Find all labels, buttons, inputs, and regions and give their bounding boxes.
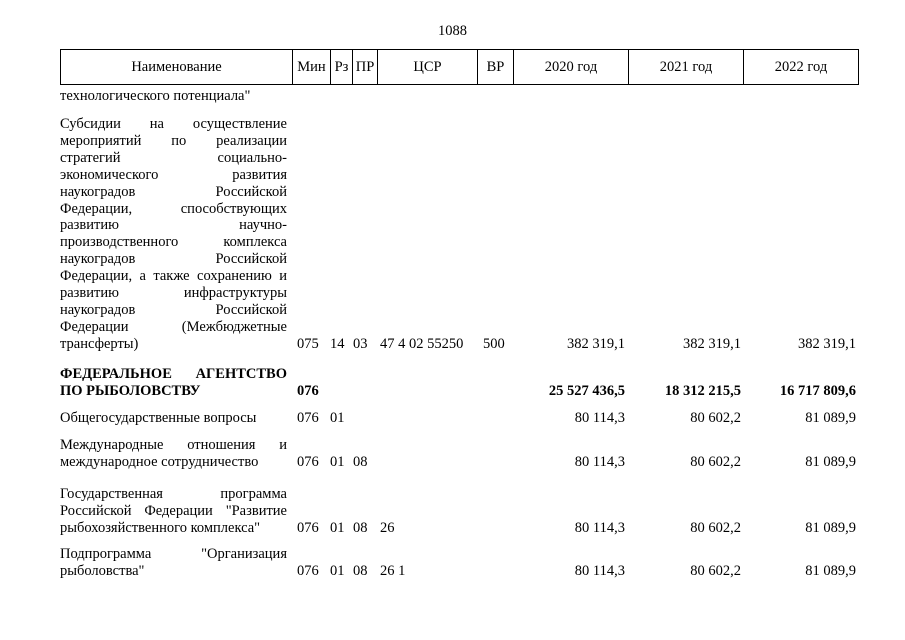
row-rz: 01: [330, 409, 345, 426]
header-rz: Рз: [331, 50, 353, 84]
row-name-line: производственного комплекса: [60, 234, 287, 251]
row-name: [60, 366, 287, 400]
header-2022: 2022 год: [774, 58, 828, 75]
row-y2020: 80 114,3: [574, 519, 625, 536]
row-rz: 14: [330, 335, 345, 352]
row-name-line: экономического развития: [60, 166, 287, 183]
row-pr: 03: [353, 335, 368, 352]
row-csr: 26: [380, 519, 395, 536]
row-name-line: Федерации, способствующих: [60, 200, 287, 217]
row-name-line: ПО РЫБОЛОВСТВУ: [60, 382, 201, 399]
row-name-line: Государственная программа: [60, 486, 287, 502]
row-min: 076: [297, 453, 319, 470]
header-pr: ПР: [353, 50, 378, 84]
row-rz: 01: [330, 562, 345, 579]
row-min: 076: [297, 519, 319, 536]
header-2020: 2020 год: [514, 50, 629, 84]
table-row: [60, 437, 856, 471]
row-name: [60, 410, 287, 427]
header-csr: ЦСР: [378, 50, 478, 84]
row-name-line: развитию инфраструктуры: [60, 285, 287, 302]
row-y2022: 81 089,9: [805, 453, 856, 470]
row-y2021: 382 319,1: [683, 335, 741, 352]
row-name-line: технологического потенциала": [60, 88, 251, 104]
row-min: 076: [297, 562, 319, 579]
header-min: Мин: [293, 50, 331, 84]
row-name-line: международное сотрудничество: [60, 453, 259, 470]
table-row: [60, 366, 856, 400]
row-name-line: Российской Федерации "Развитие: [60, 502, 287, 519]
row-y2021: 80 602,2: [690, 409, 741, 426]
row-min: 076: [297, 409, 319, 426]
table-row: [60, 546, 856, 580]
row-y2020: 80 114,3: [574, 562, 625, 579]
row-min: 075: [297, 335, 319, 352]
row-name-line: Подпрограмма "Организация: [60, 546, 287, 562]
row-y2022: 81 089,9: [805, 409, 856, 426]
row-vr: 500: [483, 335, 505, 352]
row-y2020: 382 319,1: [567, 335, 625, 352]
row-name-line: Субсидии на осуществление: [60, 116, 287, 132]
row-name: [60, 88, 287, 105]
row-y2020: 25 527 436,5: [548, 382, 625, 399]
header-vr: ВР: [478, 50, 514, 84]
row-name-line: трансферты): [60, 335, 139, 352]
row-y2021: 80 602,2: [690, 519, 741, 536]
row-y2022: 81 089,9: [805, 562, 856, 579]
row-y2022: 16 717 809,6: [779, 382, 856, 399]
header-name: Наименование: [61, 50, 293, 84]
row-name-line: рыболовства": [60, 562, 145, 579]
table-header: [60, 49, 859, 85]
row-name-line: Федерации, а также сохранению и: [60, 268, 287, 285]
row-name-line: наукоградов Российской: [60, 183, 287, 200]
table-row: [60, 410, 856, 427]
row-rz: 01: [330, 519, 345, 536]
row-min: 076: [297, 382, 319, 399]
row-name: [60, 437, 287, 471]
row-y2021: 80 602,2: [690, 562, 741, 579]
row-name: [60, 486, 287, 537]
row-name-line: наукоградов Российской: [60, 251, 287, 268]
table-row: [60, 486, 856, 537]
table-row: [60, 88, 856, 105]
row-name-line: стратегий социально-: [60, 149, 287, 166]
row-y2020: 80 114,3: [574, 453, 625, 470]
row-name-line: рыбохозяйственного комплекса": [60, 519, 261, 536]
row-pr: 08: [353, 519, 368, 536]
row-rz: 01: [330, 453, 345, 470]
row-name-line: Федерации (Межбюджетные: [60, 318, 287, 335]
row-y2022: 81 089,9: [805, 519, 856, 536]
row-name-line: развитию научно-: [60, 217, 287, 234]
row-pr: 08: [353, 562, 368, 579]
row-y2021: 18 312 215,5: [664, 382, 741, 399]
row-csr: 47 4 02 55250: [380, 335, 464, 352]
row-name-line: Общегосударственные вопросы: [60, 410, 257, 426]
row-name-line: мероприятий по реализации: [60, 132, 287, 149]
row-csr: 26 1: [380, 562, 406, 579]
row-y2021: 80 602,2: [690, 453, 741, 470]
row-name-line: наукоградов Российской: [60, 301, 287, 318]
row-y2020: 80 114,3: [574, 409, 625, 426]
row-name: [60, 546, 287, 580]
row-pr: 08: [353, 453, 368, 470]
row-name-line: Международные отношения и: [60, 437, 287, 453]
row-name-line: ФЕДЕРАЛЬНОЕ АГЕНТСТВО: [60, 366, 287, 382]
row-name: [60, 116, 287, 353]
page-number: 1088: [438, 23, 467, 39]
table-row: [60, 116, 856, 353]
row-y2022: 382 319,1: [798, 335, 856, 352]
header-2021: 2021 год: [629, 50, 744, 84]
